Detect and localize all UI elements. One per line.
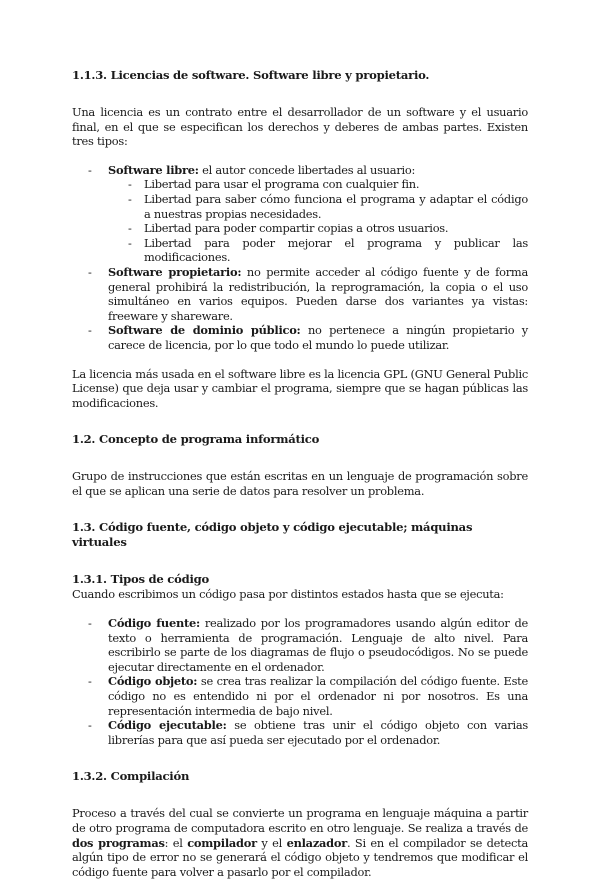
freedom-item: - Libertad para usar el programa con cualquier fin. — [108, 177, 528, 192]
term-dominio-publico: Software de dominio público: — [108, 323, 301, 338]
freedom-item: - Libertad para saber cómo funciona el programa y adaptar el código a nuestras propias necesidades. — [108, 192, 528, 221]
program-definition: Grupo de instrucciones que están escritas en un lenguaje de programación sobre el que se aplican una serie de datos para resolver un problema. — [72, 469, 528, 498]
freedom-item: - Libertad para poder mejorar el programa y publicar las modificaciones. — [108, 236, 528, 265]
list-item-codigo-ejecutable — [72, 718, 528, 747]
gpl-paragraph: La licencia más usada en el software libre es la licencia GPL (GNU General Public License) que deja usar y cambiar el programa, siempre que se hagan públicas las modificaciones. — [72, 366, 528, 410]
term-software-libre: Software libre: — [108, 162, 199, 177]
heading-1-1-3: 1.1.3. Licencias de software. Software libre y propietario. — [72, 68, 430, 82]
text-codigo-objeto: se crea tras realizar la compilación del código fuente. Este código no es entendido ni por el ordenador ni por nosotros. Es una representación intermedia de bajo nivel. — [108, 674, 528, 718]
license-types-list — [72, 163, 528, 353]
code-types-intro: Cuando escribimos un código pasa por distintos estados hasta que se ejecuta: — [72, 587, 504, 602]
text-dominio-publico: no pertenece a ningún propietario y carece de licencia, por lo que todo el mundo lo puede utilizar. — [108, 323, 528, 352]
code-types-list — [72, 616, 528, 747]
text-software-propietario: no permite acceder al código fuente y de forma general prohibirá la redistribución, la reprogramación, la copia o el uso simultáneo en varios equipos. Pueden darse dos variantes ya vistas: freeware y shareware. — [108, 264, 528, 323]
text-codigo-ejecutable: se obtiene tras unir el código objeto con varias librerías para que así pueda ser ejecutado por el ordenador. — [108, 718, 529, 747]
compilation-bold-enlazador: enlazador — [286, 835, 347, 850]
compilation-text-3: y el — [256, 835, 287, 850]
text-software-libre: el autor concede libertades al usuario: — [198, 162, 416, 177]
compilation-bold-compilador: compilador — [187, 835, 257, 850]
compilation-paragraph — [72, 806, 528, 879]
freedoms-list — [108, 177, 528, 265]
term-codigo-fuente: Código fuente: — [108, 616, 200, 631]
term-codigo-objeto: Código objeto: — [108, 674, 198, 689]
compilation-text-1: Proceso a través del cual se convierte un programa en lenguaje máquina a partir de otro programa de computadora escrito en otro lenguaje. Se realiza a través de — [72, 806, 528, 835]
heading-1-3-1: 1.3.1. Tipos de código — [72, 572, 209, 587]
license-intro: Una licencia es un contrato entre el desarrollador de un software y el usuario final, en el que se especifican los derechos y deberes de ambas partes. Existen tres tipos: — [72, 105, 528, 149]
term-codigo-ejecutable: Código ejecutable: — [108, 718, 227, 733]
list-item-dominio-publico — [72, 323, 528, 352]
compilation-text-2: : el — [164, 835, 188, 850]
heading-1-3: 1.3. Código fuente, código objeto y código ejecutable; máquinas virtuales — [72, 520, 473, 550]
freedom-item: - Libertad para poder compartir copias a otros usuarios. — [108, 221, 528, 236]
heading-1-3-2: 1.3.2. Compilación — [72, 769, 190, 784]
text-codigo-fuente: realizado por los programadores usando algún editor de texto o herramienta de programación. Lenguaje de alto nivel. Para escribirlo se parte de los diagramas de flujo o pseudocódigos. No se puede ejecutar directamente en el ordenador. — [108, 616, 529, 674]
list-item-software-libre — [72, 163, 528, 265]
heading-1-2: 1.2. Concepto de programa informático — [72, 432, 320, 447]
compilation-text-4: . Si en el compilador se detecta algún tipo de error no se generará el código objeto y tendremos que modificar el código fuente para volver a pasarlo por el compilador. — [72, 835, 528, 879]
term-software-propietario: Software propietario: — [108, 264, 242, 279]
list-item-software-propietario — [72, 265, 528, 323]
list-item-codigo-fuente — [72, 616, 528, 674]
list-item-codigo-objeto — [72, 674, 528, 718]
compilation-bold-dos-programas: dos programas — [72, 835, 165, 850]
